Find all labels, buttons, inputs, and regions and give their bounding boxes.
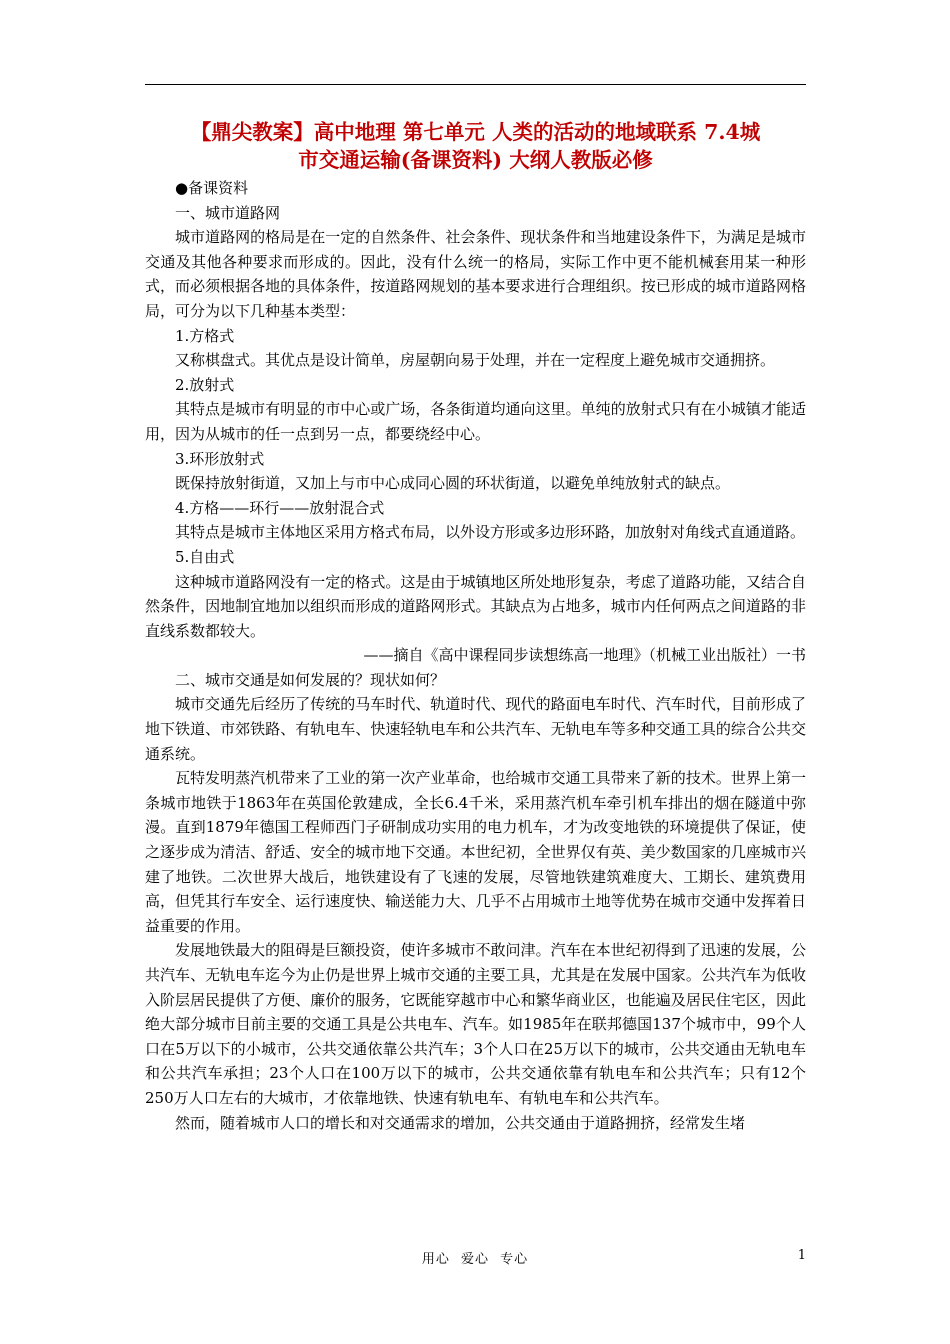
type-ring-radial-title: 3.环形放射式	[175, 449, 265, 468]
title-line-1: 【鼎尖教案】高中地理 第七单元 人类的活动的地域联系 7.4城	[190, 120, 761, 144]
document-body	[145, 176, 806, 1135]
type-radial-text: 其特点是城市有明显的市中心或广场，各条街道均通向这里。单纯的放射式只有在小城镇才能适用，因为从城市的任一点到另一点，都要绕经中心。	[145, 400, 806, 443]
type-mixed-title: 4.方格——环行——放射混合式	[175, 498, 385, 517]
page-number: 1	[797, 1248, 806, 1263]
paragraph-subway: 瓦特发明蒸汽机带来了工业的第一次产业革命，也给城市交通工具带来了新的技术。世界上第一条城市地铁于1863年在英国伦敦建成，全长6.4千米，采用蒸汽机车牵引机车排出的烟在隧道中弥漫。直到1879年德国工程师西门子研制成功实用的电力机车，才为改变地铁的环境提供了保证，使之逐步成为清洁、舒适、安全的城市地下交通。本世纪初，全世界仅有英、美少数国家的几座城市兴建了地铁。二次世界大战后，地铁建设有了飞速的发展，尽管地铁建筑难度大、工期长、建筑费用高，但凭其行车安全、运行速度快、输送能力大、几乎不占用城市土地等优势在城市交通中发挥着日益重要的作用。	[145, 769, 806, 935]
type-free-title: 5.自由式	[175, 547, 235, 566]
header-rule	[145, 84, 806, 85]
heading-road-network: 一、城市道路网	[175, 203, 281, 222]
type-grid-text: 又称棋盘式。其优点是设计简单，房屋朝向易于处理，并在一定程度上避免城市交通拥挤。	[175, 351, 776, 370]
paragraph-congestion: 然而，随着城市人口的增长和对交通需求的增加，公共交通由于道路拥挤，经常发生堵	[175, 1113, 746, 1132]
type-free-text: 这种城市道路网没有一定的格式。这是由于城镇地区所处地形复杂，考虑了道路功能，又结合自然条件，因地制宜地加以组织而形成的道路网形式。其缺点为占地多，城市内任何两点之间道路的非直线系数都较大。	[145, 572, 806, 640]
paragraph-road-network-intro: 城市道路网的格局是在一定的自然条件、社会条件、现状条件和当地建设条件下，为满足是城市交通及其他各种要求而形成的。因此，没有什么统一的格局，实际工作中更不能机械套用某一种形式，而必须根据各地的具体条件，按道路网规划的基本要求进行合理组织。按已形成的城市道路网格局，可分为以下几种基本类型：	[145, 228, 806, 320]
type-grid-title: 1.方格式	[175, 326, 235, 345]
section-marker: ●备课资料	[175, 179, 249, 197]
title-line-2: 市交通运输(备课资料) 大纲人教版必修	[298, 148, 653, 172]
source-note: ——摘自《高中课程同步读想练高一地理》（机械工业出版社）一书	[363, 646, 806, 665]
document-title	[145, 118, 806, 174]
heading-urban-transport: 二、城市交通是如何发展的？现状如何？	[175, 670, 446, 689]
footer-motto: 用心 爱心 专心	[421, 1252, 529, 1267]
type-ring-radial-text: 既保持放射街道，又加上与市中心成同心圆的环状街道，以避免单纯放射式的缺点。	[175, 474, 731, 493]
type-mixed-text: 其特点是城市主体地区采用方格式布局，以外设方形或多边形环路，加放射对角线式直通道路。	[175, 523, 806, 542]
paragraph-bus: 发展地铁最大的阻碍是巨额投资，使许多城市不敢问津。汽车在本世纪初得到了迅速的发展，公共汽车、无轨电车迄今为止仍是世界上城市交通的主要工具，尤其是在发展中国家。公共汽车为低收入阶层居民提供了方便、廉价的服务，它既能穿越市中心和繁华商业区，也能遍及居民住宅区，因此绝大部分城市目前主要的交通工具是公共电车、汽车。如1985年在联邦德国137个城市中，99个人口在5万以下的小城市，公共交通依靠公共汽车；3个人口在25万以下的城市，公共交通由无轨电车和公共汽车承担；23个人口在100万以下的城市，公共交通依靠有轨电车和公共汽车；只有12个250万人口左右的大城市，才依靠地铁、快速有轨电车、有轨电车和公共汽车。	[145, 941, 806, 1107]
type-radial-title: 2.放射式	[175, 375, 235, 394]
paragraph-transport-history: 城市交通先后经历了传统的马车时代、轨道时代、现代的路面电车时代、汽车时代，目前形成了地下铁道、市郊铁路、有轨电车、快速轻轨电车和公共汽车、无轨电车等多种交通工具的综合公共交通系统。	[145, 695, 806, 763]
